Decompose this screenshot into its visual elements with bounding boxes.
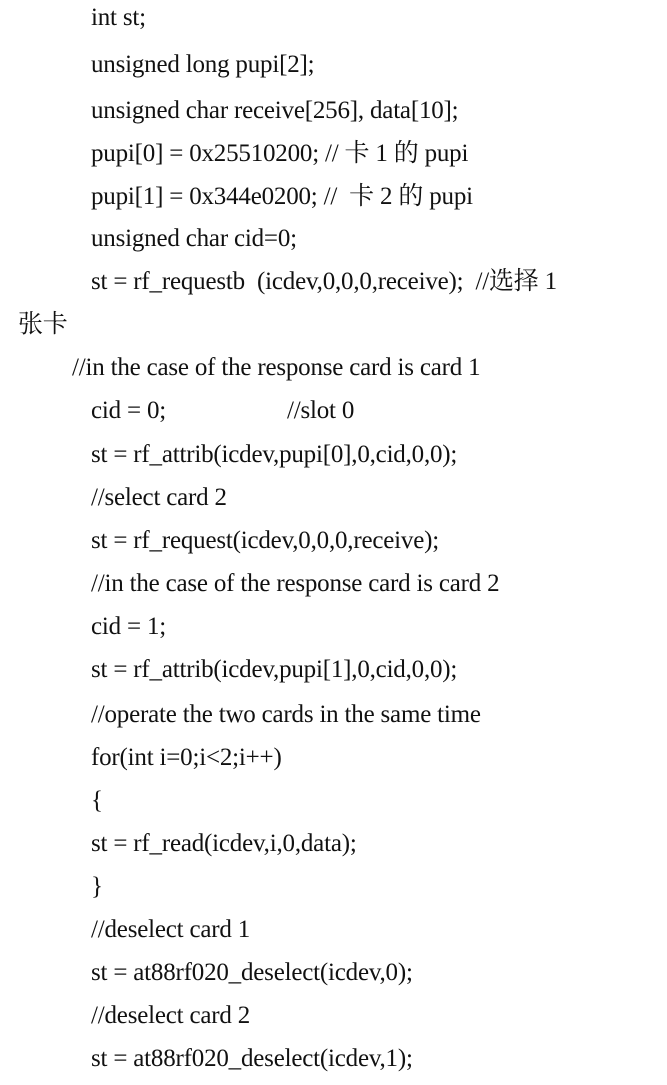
code-line: //deselect card 2	[91, 1002, 251, 1029]
code-line: int st;	[91, 4, 146, 31]
code-line: unsigned long pupi[2];	[91, 51, 315, 78]
code-line: st = at88rf020_deselect(icdev,0);	[91, 959, 413, 986]
code-line: //operate the two cards in the same time	[91, 701, 481, 728]
code-line: //select card 2	[91, 484, 227, 511]
code-line: st = at88rf020_deselect(icdev,1);	[91, 1045, 413, 1072]
code-line: pupi[0] = 0x25510200; // 卡 1 的 pupi	[91, 140, 469, 167]
code-line: unsigned char cid=0;	[91, 225, 297, 252]
code-line: for(int i=0;i<2;i++)	[91, 744, 282, 771]
code-line: st = rf_attrib(icdev,pupi[0],0,cid,0,0);	[91, 441, 458, 468]
code-line: pupi[1] = 0x344e0200; // 卡 2 的 pupi	[91, 183, 473, 210]
code-line: cid = 1;	[91, 613, 166, 640]
code-line: st = rf_request(icdev,0,0,0,receive);	[91, 527, 439, 554]
code-line: //in the case of the response card is card 1	[72, 354, 481, 381]
code-line: //deselect card 1	[91, 916, 251, 943]
code-line: st = rf_read(icdev,i,0,data);	[91, 830, 357, 857]
code-line: cid = 0; //slot 0	[91, 397, 355, 424]
code-line: st = rf_requestb (icdev,0,0,0,receive); //选择 1	[91, 268, 557, 295]
code-line: unsigned char receive[256], data[10];	[91, 97, 459, 124]
code-line: //in the case of the response card is card 2	[91, 570, 500, 597]
code-line: st = rf_attrib(icdev,pupi[1],0,cid,0,0);	[91, 656, 458, 683]
code-line: {	[91, 787, 103, 814]
code-line: 张卡	[18, 311, 68, 338]
code-line: }	[91, 873, 103, 900]
